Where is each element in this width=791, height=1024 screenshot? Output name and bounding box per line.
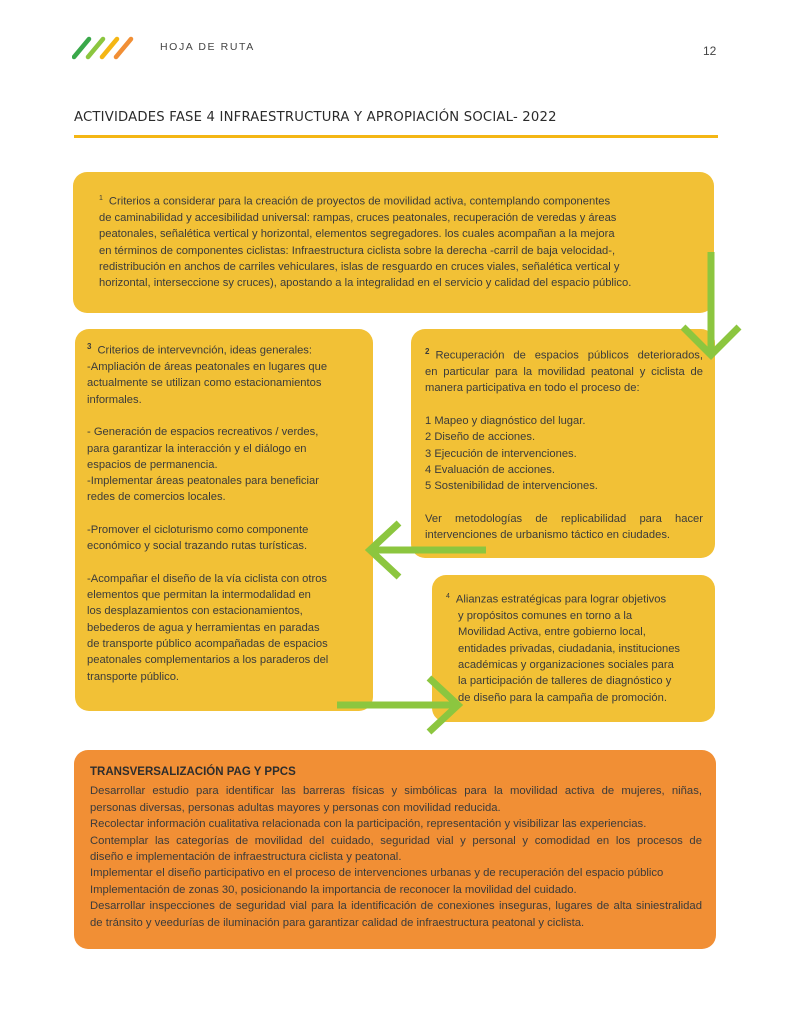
box3-line: informales.: [87, 393, 142, 406]
box1-line: $^1$ Criterios a considerar para la creación de proyectos de movilidad activa, contemplando componentes: [99, 195, 611, 208]
box3-line: $^3$ Criterios de intervevnción, ideas generales:: [87, 342, 312, 357]
box4-line: académicas y organizaciones sociales para: [458, 658, 674, 671]
box5-line: Implementación de zonas 30, posicionando la importancia de reconocer la movilidad del cuidado.: [90, 883, 577, 896]
section-title: ACTIVIDADES FASE 4 INFRAESTRUCTURA Y APROPIACIÓN SOCIAL- 2022: [74, 110, 557, 125]
box1-number: 1: [99, 195, 103, 202]
box1-line: en términos de componentes ciclistas: Infraestructura ciclista sobre la derecha -carril de baja velocidad-,: [99, 244, 616, 257]
header-title: HOJA DE RUTA: [160, 41, 255, 53]
box5-line: Desarrollar inspecciones de seguridad vial para la identificación de conexiones inseguras, lugares de alta siniestralidad: [90, 900, 702, 913]
box4-line: de diseño para la campaña de promoción.: [458, 691, 667, 704]
box3-line: espacios de permanencia.: [87, 458, 218, 471]
box4-line: $^4$ Alianzas estratégicas para lograr objetivos: [446, 593, 667, 606]
box2-step: 5 Sostenibilidad de intervenciones.: [425, 480, 598, 493]
box3-line: transporte público.: [87, 670, 180, 683]
criteria-box-1: [73, 172, 714, 313]
box3-line: -Implementar áreas peatonales para beneficiar: [87, 475, 319, 488]
box4-line: la participación de talleres de diagnóstico y: [458, 675, 672, 688]
box5-line: personas diversas, personas adultas mayores y personas con movilidad reducida.: [90, 801, 501, 814]
box4-line: y propósitos comunes en torno a la: [458, 610, 633, 623]
box5-line: diseño e implementación de infraestructura ciclista y peatonal.: [90, 851, 402, 864]
box5-line: Implementar el diseño participativo en el proceso de intervenciones urbanas y de recuperación del espacio público: [90, 867, 664, 880]
box3-line: redes de comercios locales.: [87, 491, 226, 504]
box5-line: Desarrollar estudio para identificar las barreras físicas y simbólicas para la movilidad activa de mujeres, niñas,: [90, 785, 702, 798]
box5-line: Recolectar información cualitativa relacionada con la participación, representación y visibilizar las experiencias.: [90, 818, 647, 831]
box4-line: Movilidad Activa, entre gobierno local,: [458, 626, 646, 639]
box2-number: 2: [425, 347, 430, 356]
box1-line: de caminabilidad y accesibilidad universal: rampas, cruces peatonales, recuperación de veredas y áreas: [99, 212, 617, 225]
box1-line: peatonales, señalética vertical y horizontal, elementos segregadores. los cuales acompañan a la mejora: [99, 228, 615, 241]
box3-line: peatonales complementarios a los paraderos del: [87, 654, 329, 667]
box3-line: bebederos de agua y herramientas en paradas: [87, 621, 320, 634]
criteria-box-2: [411, 329, 715, 558]
box3-number: 3: [87, 342, 92, 351]
box3-line: económico y social trazando rutas turísticas.: [87, 540, 308, 553]
box3-line: -Ampliación de áreas peatonales en lugares que: [87, 361, 328, 374]
box3-line: - Generación de espacios recreativos / verdes,: [87, 426, 319, 439]
box3-line: de transporte público acompañadas de espacios: [87, 638, 328, 651]
box5-line: Contemplar las categorías de movilidad del cuidado, seguridad vial y personal y comodidad en los procesos de: [90, 834, 702, 847]
box2-step: 1 Mapeo y diagnóstico del lugar.: [425, 414, 586, 427]
transversalization-box: [74, 750, 716, 949]
criteria-box-4: [432, 575, 715, 722]
box3-line: -Promover el cicloturismo como componente: [87, 524, 309, 536]
box2-step: 3 Ejecución de intervenciones.: [425, 447, 577, 460]
box5-line: de tránsito y veedurías de iluminación para garantizar calidad de infraestructura peatonal y ciclista.: [90, 916, 585, 929]
box2-intro-line: manera participativa en todo el proceso de:: [425, 382, 640, 395]
box3-line: para garantizar la interacción y el diálogo en: [87, 442, 307, 455]
page-number: 12: [703, 44, 717, 58]
box1-line: horizontal, interseccione sy cruces), apostando a la integralidad en el servicio y calidad del espacio público.: [99, 277, 632, 290]
transversalization-title: TRANSVERSALIZACIÓN PAG Y PPCS: [90, 766, 296, 778]
box3-line: elementos que permitan la intermodalidad en: [87, 589, 311, 602]
box4-number: 4: [446, 593, 450, 600]
box2-outro-line: Ver metodologías de replicabilidad para hacer: [425, 512, 703, 525]
stripes-logo-icon: [72, 36, 144, 60]
box2-outro-line: intervenciones de urbanismo táctico en ciudades.: [425, 529, 671, 541]
box2-step: 2 Diseño de acciones.: [425, 431, 536, 444]
box1-line: redistribución en anchos de carriles vehiculares, islas de resguardo en cruces viales, señalética vertical y: [99, 260, 620, 273]
box2-step: 4 Evaluación de acciones.: [425, 463, 555, 476]
title-underline: [74, 135, 718, 138]
box3-line: actualmente se utilizan como estacionamientos: [87, 377, 322, 390]
box2-intro-line: en particular para la movilidad peatonal y ciclista de: [425, 366, 703, 379]
box2-intro-line: $^2$ Recuperación de espacios públicos deteriorados,: [425, 347, 703, 362]
box3-line: -Acompañar el diseño de la vía ciclista con otros: [87, 572, 328, 585]
criteria-box-3: [75, 329, 373, 711]
box3-line: los desplazamientos con estacionamientos,: [87, 605, 303, 618]
box4-line: entidades privadas, ciudadania, instituciones: [458, 642, 681, 655]
